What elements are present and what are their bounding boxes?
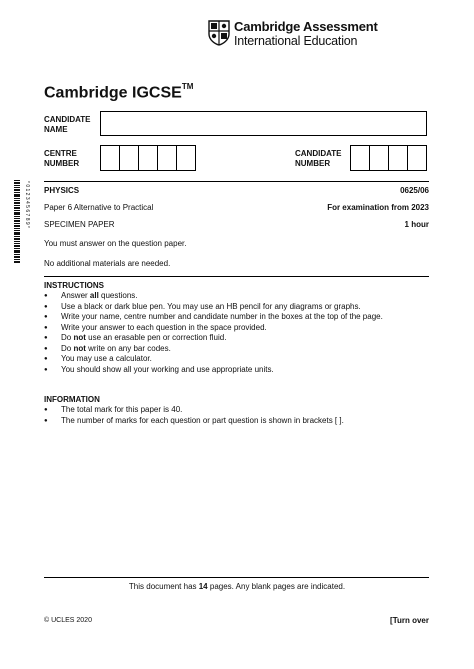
centre-number-label-line2: NUMBER <box>44 159 80 168</box>
copyright: © UCLES 2020 <box>44 617 92 624</box>
instructions-item-pre: Write your answer to each question in the space provided. <box>61 322 267 332</box>
cambridge-shield-icon <box>208 20 230 46</box>
bullet-icon: ● <box>44 345 48 352</box>
instructions-item <box>44 365 383 376</box>
information-item <box>44 405 344 416</box>
instructions-item-bold: not <box>73 333 86 342</box>
candidate-number-digit-box[interactable] <box>350 145 370 171</box>
instructions-item-pre: Answer <box>61 291 90 300</box>
instructions-item <box>44 344 383 355</box>
instructions-item <box>44 354 383 365</box>
candidate-name-field[interactable] <box>100 111 427 136</box>
information-item-pre: The total mark for this paper is 40. <box>61 405 183 414</box>
instructions-item-post: questions. <box>98 291 138 300</box>
qualification-title <box>44 84 193 102</box>
logo-text-line2: International Education <box>234 34 358 48</box>
instructions-item-pre: Do <box>61 343 74 353</box>
trademark-mark: TM <box>181 82 194 91</box>
instructions-item <box>44 323 383 334</box>
centre-number-digit-box[interactable] <box>138 145 158 171</box>
bullet-icon: ● <box>44 293 48 299</box>
bullet-icon: ● <box>44 417 48 424</box>
instructions-item <box>44 302 383 313</box>
bullet-icon: ● <box>44 314 48 320</box>
candidate-number-label-line1: CANDIDATE <box>295 149 342 158</box>
divider-line <box>44 276 429 277</box>
instructions-item <box>44 291 383 302</box>
candidate-name-label <box>44 115 91 135</box>
candidate-name-label-line1: CANDIDATE <box>44 115 91 124</box>
candidate-name-label-line2: NAME <box>44 125 68 134</box>
exam-year: For examination from 2023 <box>327 203 429 212</box>
centre-number-label <box>44 149 79 169</box>
paper-type: SPECIMEN PAPER <box>44 220 115 229</box>
barcode-image <box>14 180 28 263</box>
instructions-heading: INSTRUCTIONS <box>44 281 104 290</box>
centre-number-digit-box[interactable] <box>100 145 120 171</box>
divider-line <box>44 577 429 578</box>
bullet-icon: ● <box>44 324 48 331</box>
logo-text-line1: Cambridge Assessment <box>234 19 378 34</box>
instructions-item <box>44 312 383 323</box>
centre-number-label-line1: CENTRE <box>44 149 77 158</box>
page-count-note <box>0 582 474 591</box>
instructions-item-pre: You may use a calculator. <box>61 354 152 363</box>
subject-name: PHYSICS <box>44 186 80 195</box>
bullet-icon: ● <box>44 407 48 413</box>
qualification-name: Cambridge IGCSE <box>44 84 182 102</box>
candidate-number-digit-box[interactable] <box>388 145 408 171</box>
candidate-number-digit-box[interactable] <box>369 145 389 171</box>
instructions-item-pre: Write your name, centre number and candidate number in the boxes at the top of the page. <box>61 312 383 321</box>
instructions-item-bold: not <box>73 343 86 353</box>
information-list <box>44 405 344 426</box>
turn-over-label: [Turn over <box>390 616 429 625</box>
centre-number-digit-box[interactable] <box>157 145 177 171</box>
paper-title: Paper 6 Alternative to Practical <box>44 203 154 212</box>
paper-code: 0625/06 <box>400 186 429 195</box>
paper-duration: 1 hour <box>404 220 429 229</box>
centre-number-boxes[interactable] <box>100 145 195 171</box>
candidate-number-label-line2: NUMBER <box>295 159 331 168</box>
page-count-number: 14 <box>198 582 208 591</box>
instructions-list <box>44 291 383 375</box>
page-count-pre: This document has <box>128 582 199 591</box>
materials-note: No additional materials are needed. <box>44 259 171 268</box>
svg-text:* 0 1 2 3 4 5 6 7 8 9 *: * 0 1 2 3 4 5 6 7 8 9 * <box>24 181 30 228</box>
information-heading: INFORMATION <box>44 395 100 404</box>
instructions-item-post: write on any bar codes. <box>85 343 171 353</box>
instructions-item-pre: Do <box>61 333 74 342</box>
bullet-icon: ● <box>44 335 48 341</box>
answer-note: You must answer on the question paper. <box>44 239 187 248</box>
bullet-icon: ● <box>44 366 48 373</box>
instructions-item-pre: You should show all your working and use appropriate units. <box>61 364 274 374</box>
instructions-item-post: use an erasable pen or correction fluid. <box>85 333 227 342</box>
instructions-item <box>44 333 383 344</box>
bullet-icon: ● <box>44 303 48 310</box>
instructions-item-bold: all <box>89 291 99 300</box>
centre-number-digit-box[interactable] <box>119 145 139 171</box>
candidate-number-boxes[interactable] <box>350 145 426 171</box>
divider-line <box>44 181 429 182</box>
page-count-post: pages. Any blank pages are indicated. <box>207 582 346 591</box>
bullet-icon: ● <box>44 356 48 362</box>
information-item <box>44 416 344 427</box>
centre-number-digit-box[interactable] <box>176 145 196 171</box>
candidate-number-label <box>295 149 342 169</box>
information-item-pre: The number of marks for each question or part question is shown in brackets [ ]. <box>61 415 344 425</box>
instructions-item-pre: Use a black or dark blue pen. You may use an HB pencil for any diagrams or graphs. <box>61 301 361 311</box>
candidate-number-digit-box[interactable] <box>407 145 427 171</box>
